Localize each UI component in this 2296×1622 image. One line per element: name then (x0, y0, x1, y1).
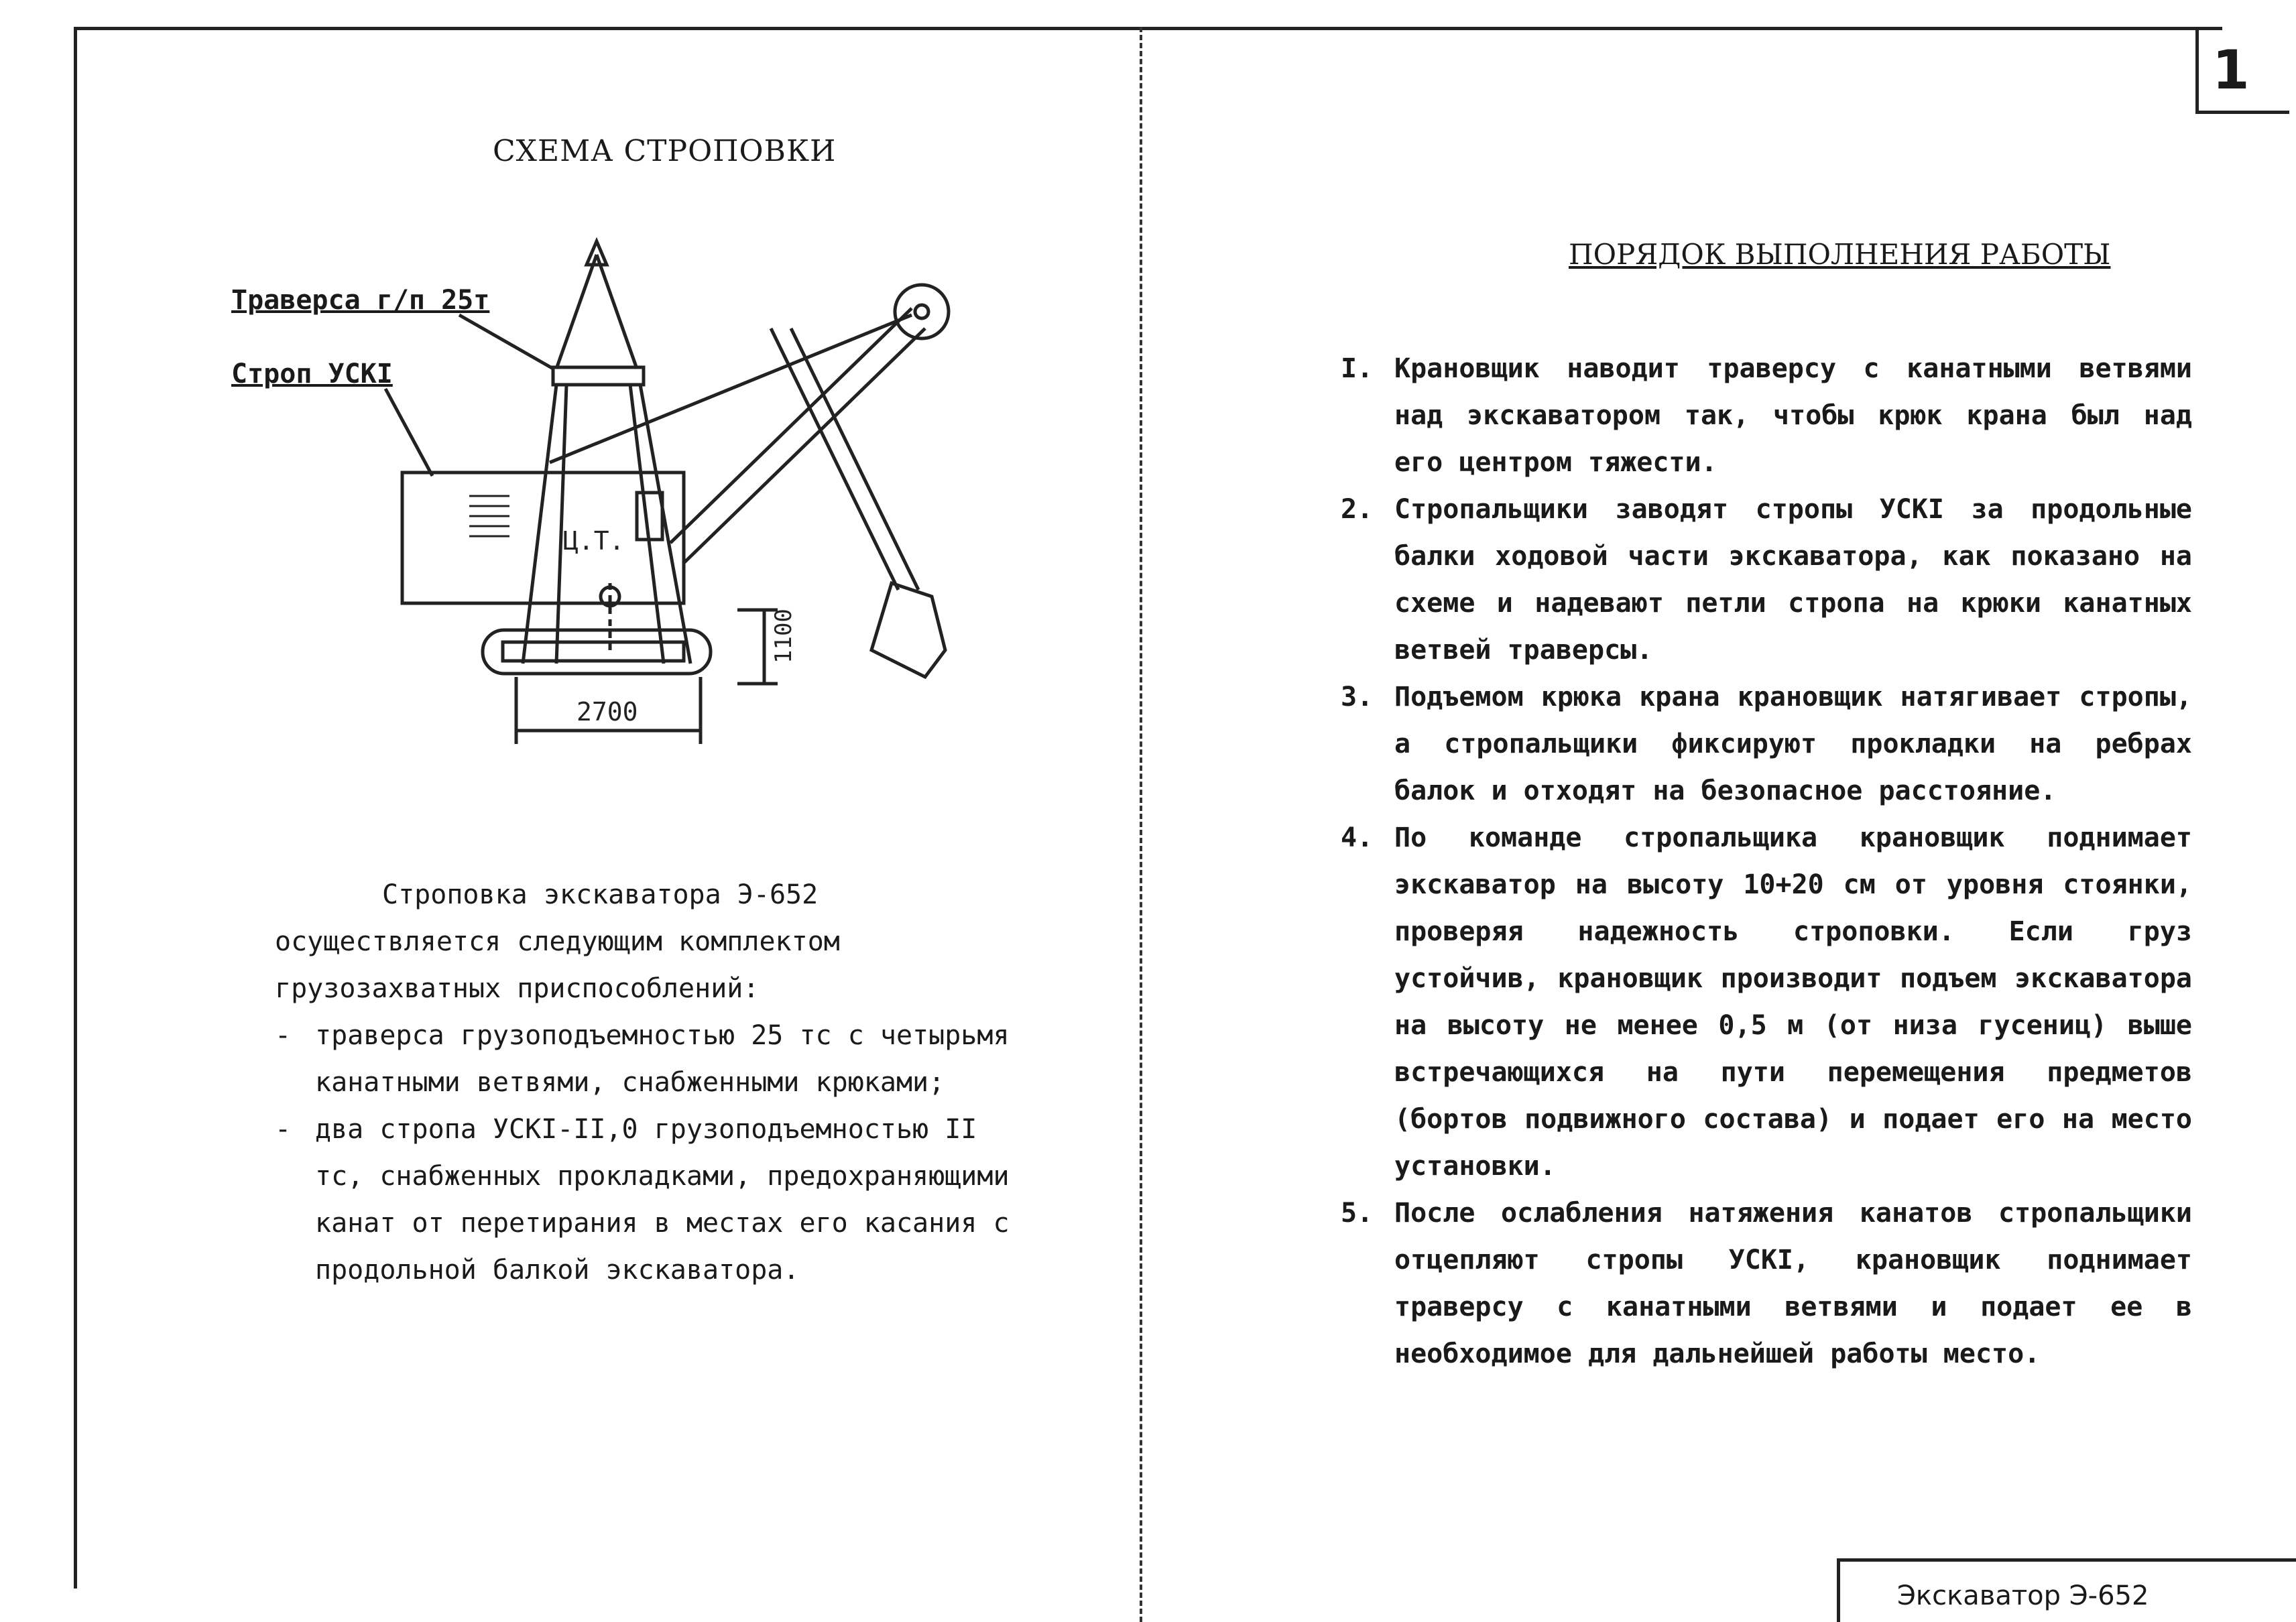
item-dash: - (275, 1020, 292, 1051)
list-item (275, 1012, 1012, 1106)
item-text: два стропа УСКI-II,0 грузоподъемностью II тс, снабженных прокладками, предохраняющими канат от перетирания в местах его касания с продольной балкой экскаватора. (315, 1114, 1010, 1286)
procedure-title: ПОРЯДОК ВЫПОЛНЕНИЯ РАБОТЫ (1569, 238, 2111, 271)
procedure-step (1341, 814, 2192, 1190)
procedure-step (1341, 674, 2192, 814)
step-text: Стропальщики заводят стропы УСКI за продольные балки ходовой части экскаватора, как показано на схеме и надевают петли стропа на крюки канатных ветвей траверсы. (1394, 494, 2192, 666)
crawler-frame (503, 642, 684, 661)
step-text: После ослабления натяжения канатов стропальщики отцепляют стропы УСКI, крановщик поднимает траверсу с канатными ветвями и подает ее в необходимое для дальнейшей работы место. (1394, 1198, 2192, 1369)
page-fold-line (1140, 27, 1142, 1622)
crane-hook (587, 241, 607, 265)
title-block-stamp: Экскаватор Э-652 (1837, 1558, 2296, 1622)
intro-paragraph: Строповка экскаватора Э-652 осуществляется следующим комплектом грузозахватных приспособлений: (275, 879, 840, 1004)
step-number: 3. (1341, 682, 1374, 712)
step-number: 2. (1341, 494, 1374, 525)
procedure-step (1341, 1190, 2192, 1377)
traverse-leader-line (459, 315, 553, 369)
item-dash: - (275, 1114, 292, 1145)
crawler-track (483, 630, 711, 674)
diagram-title: СХЕМА СТРОПОВКИ (493, 134, 837, 168)
boom-line-2 (670, 308, 912, 543)
procedure-steps (1341, 345, 2192, 1377)
step-number: 5. (1341, 1198, 1374, 1229)
label-sling: Строп УСКI (231, 359, 393, 389)
step-text: По команде стропальщика крановщик поднимает экскаватор на высоту 10+20 см от уровня стоянки, проверяя надежность строповки. Если груз устойчив, крановщик производит подъем экскаватора на высоту не менее 0,5 м (от низа гусениц) выше встречающихся на пути перемещения предметов (бортов подвижного состава) и подает его на место установки. (1394, 822, 2192, 1182)
excavator-sling-diagram (201, 221, 1006, 757)
height-dim-label: 1100 (770, 609, 797, 664)
house-vent-grille (469, 496, 509, 536)
boom-cable (550, 315, 912, 462)
branch-left-outer (523, 385, 556, 664)
branch-left-inner (556, 385, 566, 664)
step-text: Крановщик наводит траверсу с канатными ветвями над экскаватором так, чтобы крюк крана был над его центром тяжести. (1394, 353, 2192, 478)
page-number: 1 (2195, 27, 2289, 114)
traverse-bar (553, 367, 644, 385)
procedure-step (1341, 486, 2192, 674)
cg-label: Ц.Т. (563, 526, 625, 556)
top-border-line (74, 27, 2222, 30)
sling-rope-left (556, 255, 597, 369)
label-traverse: Траверса г/п 25т (231, 285, 490, 316)
left-text-block (275, 871, 1012, 1294)
sling-rope-right (597, 255, 637, 369)
sling-leader-line (385, 389, 432, 476)
step-number: I. (1341, 353, 1374, 384)
item-text: траверса грузоподъемностью 25 тс с четырьмя канатными ветвями, снабженными крюками; (315, 1020, 1010, 1098)
step-number: 4. (1341, 822, 1374, 853)
step-text: Подъемом крюка крана крановщик натягивает стропы, а стропальщики фиксируют прокладки на ребрах балок и отходят на безопасное расстояние. (1394, 682, 2192, 806)
list-item (275, 1106, 1012, 1294)
procedure-step (1341, 345, 2192, 486)
width-dim-label: 2700 (577, 697, 638, 727)
bucket (871, 583, 945, 677)
left-border-line (74, 27, 77, 1588)
